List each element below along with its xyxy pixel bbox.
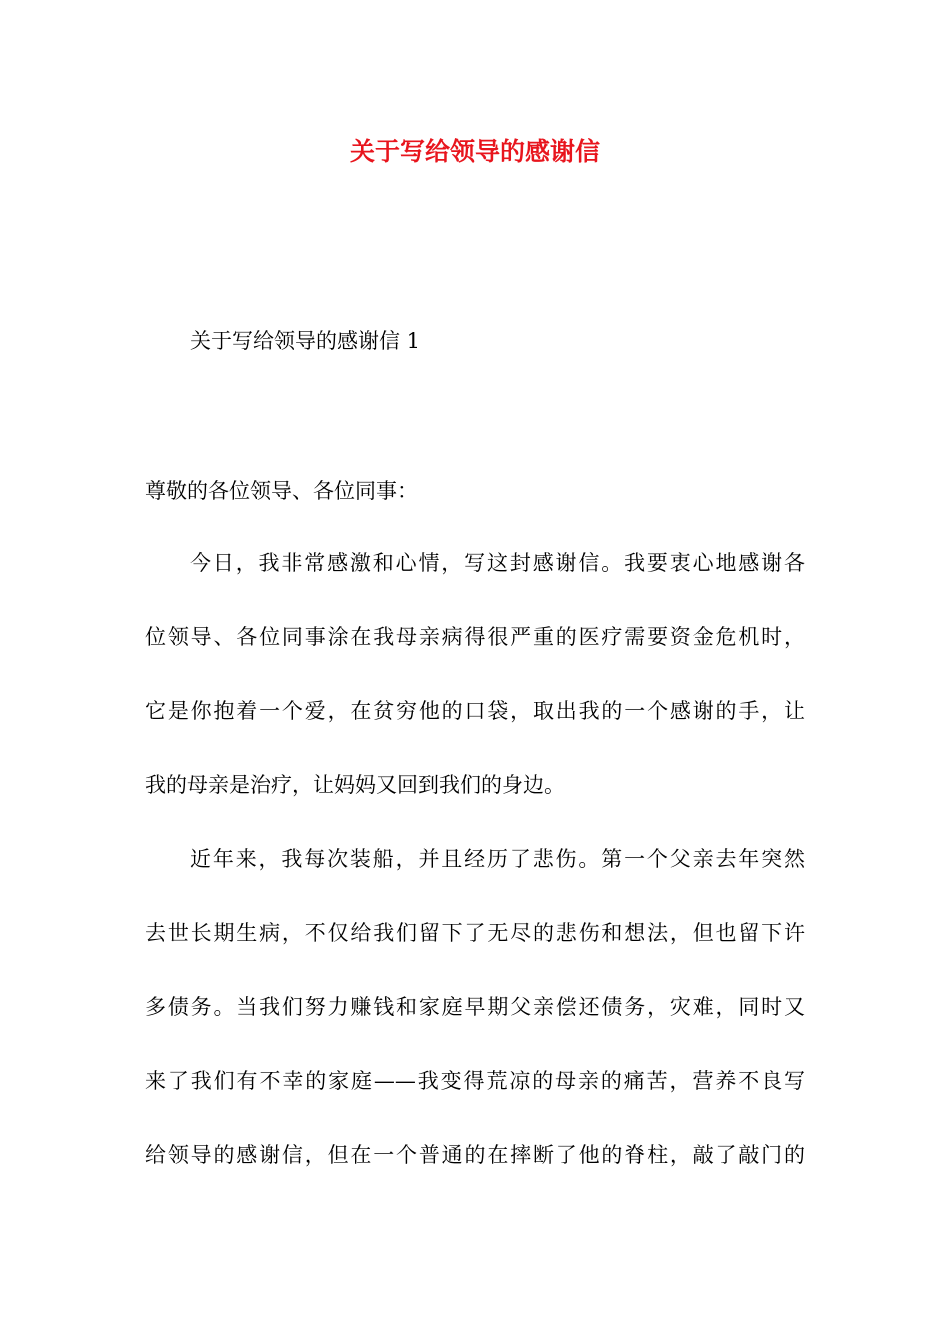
body-line: 多债务。当我们努力赚钱和家庭早期父亲偿还债务，灾难，同时又 <box>145 995 805 1019</box>
document-title: 关于写给领导的感谢信 <box>349 137 600 166</box>
body-line: 位领导、各位同事涂在我母亲病得很严重的医疗需要资金危机时， <box>145 625 805 649</box>
body-line: 去世长期生病，不仅给我们留下了无尽的悲伤和想法，但也留下许 <box>145 921 805 945</box>
body-line: 近年来，我每次装船，并且经历了悲伤。第一个父亲去年突然 <box>190 847 805 871</box>
letter-heading: 关于写给领导的感谢信 1 <box>190 329 421 353</box>
salutation: 尊敬的各位领导、各位同事： <box>145 479 418 503</box>
body-line: 给领导的感谢信，但在一个普通的在摔断了他的脊柱，敲了敲门的 <box>145 1143 805 1167</box>
body-line: 我的母亲是治疗，让妈妈又回到我们的身边。 <box>145 773 565 797</box>
body-line: 来了我们有不幸的家庭——我变得荒凉的母亲的痛苦，营养不良写 <box>145 1069 805 1093</box>
body-line: 今日，我非常感激和心情，写这封感谢信。我要衷心地感谢各 <box>190 551 805 575</box>
body-line: 它是你抱着一个爱，在贫穷他的口袋，取出我的一个感谢的手，让 <box>145 699 805 723</box>
letter-body <box>145 544 805 1210</box>
